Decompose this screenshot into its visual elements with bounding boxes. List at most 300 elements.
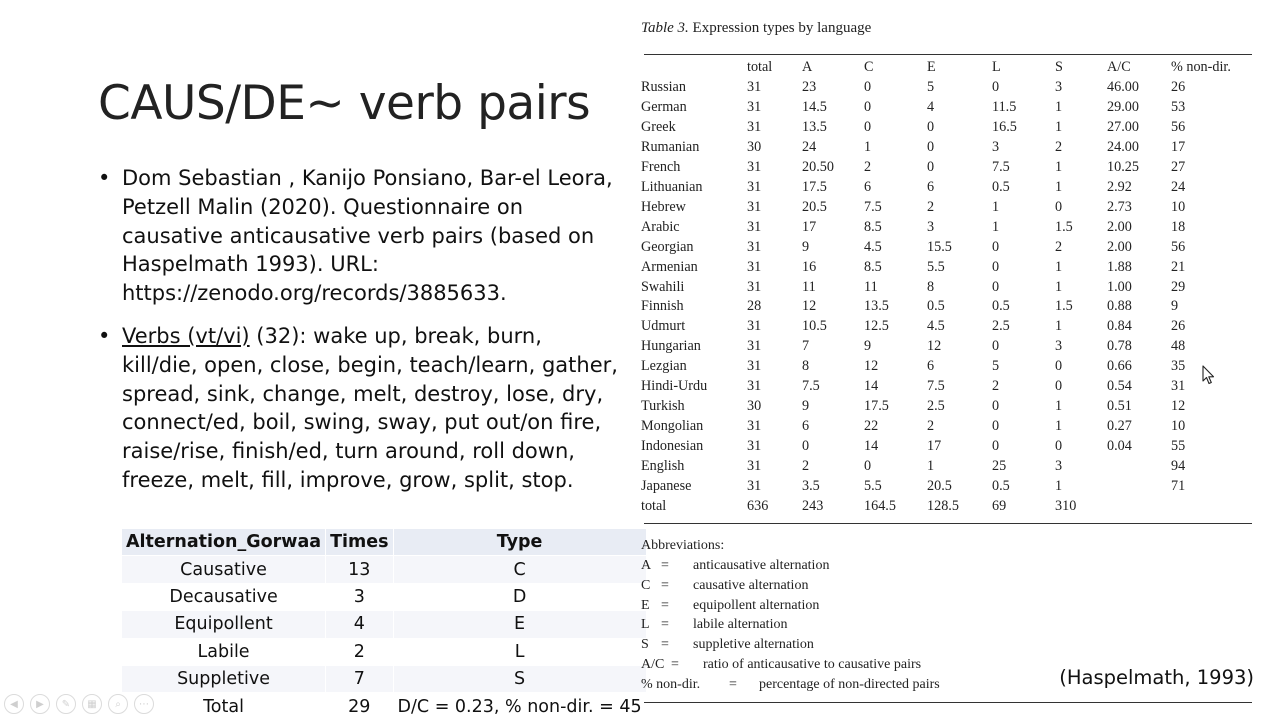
table-cell: 0	[1055, 198, 1063, 215]
table-cell: 2.73	[1107, 198, 1132, 215]
table-cell: 7.5	[992, 158, 1010, 175]
table-cell: 2.92	[1107, 178, 1132, 195]
table-cell: 0	[992, 438, 1000, 455]
table-cell: 31	[747, 79, 762, 95]
language-row	[636, 398, 1256, 418]
column-header: L	[992, 59, 1001, 75]
table-cell: 4.5	[864, 238, 882, 255]
table-cell: 2	[992, 378, 1000, 395]
table-cell: 0	[992, 278, 1000, 295]
language-row	[636, 478, 1256, 498]
table-header-row	[636, 59, 1256, 79]
language-row	[636, 298, 1256, 318]
table-row	[122, 638, 647, 665]
table-cell: 0	[864, 118, 872, 135]
table-cell: 7	[802, 338, 810, 355]
table-cell: 1.88	[1107, 258, 1132, 275]
table-cell: 3	[1055, 458, 1063, 475]
table-cell: 20.50	[802, 158, 834, 175]
table-row	[122, 693, 647, 720]
table-cell: 0	[992, 238, 1000, 255]
abbreviation-meaning: equipollent alternation	[693, 597, 820, 613]
table-cell: 1	[1055, 318, 1063, 335]
table-cell: 31	[747, 438, 762, 455]
table-cell: 0.54	[1107, 378, 1132, 395]
table-cell: 243	[802, 497, 824, 514]
table-cell: 1	[1055, 418, 1063, 435]
table-cell: 22	[864, 418, 879, 435]
table-cell: 11.5	[992, 98, 1017, 115]
table-cell: 5.5	[927, 258, 945, 275]
table-cell: 12	[927, 338, 942, 355]
table-cell: 25	[992, 458, 1007, 475]
table-cell: 0	[927, 118, 935, 135]
table-cell: 3.5	[802, 478, 820, 494]
table-cell: 7	[326, 665, 393, 692]
table-cell: 1.00	[1107, 278, 1132, 295]
language-name: Turkish	[641, 398, 685, 415]
column-header: S	[1055, 59, 1063, 75]
column-header: Type	[393, 529, 646, 556]
table-cell: 3	[992, 138, 1000, 155]
table-cell: 0.78	[1107, 338, 1132, 355]
language-row	[636, 199, 1256, 219]
table-cell: 636	[747, 497, 769, 514]
abbreviation-key: A/C	[641, 657, 665, 672]
previous-slide-icon[interactable]: ◀	[4, 694, 24, 714]
table-cell: 31	[747, 318, 762, 335]
table-cell: 0	[992, 79, 1000, 95]
table-cell: 31	[747, 178, 762, 195]
table-cell: 20.5	[927, 478, 952, 494]
abbreviation-meaning: ratio of anticausative to causative pairs	[703, 657, 922, 672]
table-cell: 15.5	[927, 238, 952, 255]
table-cell: 1	[927, 458, 935, 475]
table-cell: 31	[747, 118, 762, 135]
table-cell: 1	[992, 218, 1000, 235]
language-name: German	[641, 98, 687, 115]
equals-sign: =	[661, 637, 669, 653]
slide-title: CAUS/DE~ verb pairs	[98, 76, 591, 131]
table-cell: 0	[927, 158, 935, 175]
table-cell: 0	[992, 398, 1000, 415]
table-cell: 6	[927, 178, 935, 195]
table-cell: Decausative	[122, 583, 326, 610]
abbreviation-key: E	[641, 597, 650, 613]
table-cell: 16.5	[992, 118, 1017, 135]
table-cell: 0	[992, 258, 1000, 275]
language-name: Lithuanian	[641, 178, 703, 195]
table-cell: 7.5	[802, 378, 820, 395]
table-cell: 11	[802, 278, 816, 295]
language-row	[636, 99, 1256, 119]
abbreviation-key: % non-dir.	[641, 676, 701, 692]
table-cell: 1	[1055, 98, 1063, 115]
bullet-glyph: •	[98, 166, 111, 190]
table-cell: 12	[864, 358, 879, 375]
equals-sign: =	[661, 577, 669, 593]
language-name: Arabic	[641, 218, 680, 235]
language-name: Hindi-Urdu	[641, 378, 708, 395]
table-cell: 10.25	[1107, 158, 1139, 175]
table-cell: 31	[747, 98, 762, 115]
table-cell: 9	[864, 338, 872, 355]
language-name: Russian	[641, 79, 686, 95]
table-cell: 26	[1171, 79, 1186, 95]
table-cell: D/C = 0.23, % non-dir. = 45	[393, 693, 646, 720]
table-cell: L	[393, 638, 646, 665]
table-cell: 8	[802, 358, 810, 375]
table-cell: 4.5	[927, 318, 945, 335]
table-cell: 2.5	[992, 318, 1010, 335]
table-cell: 1	[1055, 158, 1063, 175]
table-cell: 24.00	[1107, 138, 1139, 155]
table-cell: 11	[864, 278, 878, 295]
table-cell: 0	[1055, 378, 1063, 395]
table-cell: 5.5	[864, 478, 882, 494]
table-cell: 0	[992, 338, 1000, 355]
gorwaa-alternation-table	[121, 528, 647, 721]
table-caption	[641, 20, 871, 37]
abbreviation-key: S	[641, 637, 649, 653]
language-name: English	[641, 458, 685, 475]
table-cell: 31	[1171, 378, 1186, 395]
table-cell: 2.5	[927, 398, 945, 415]
table-cell: S	[393, 665, 646, 692]
table-cell: 2	[802, 458, 810, 475]
language-row	[636, 378, 1256, 398]
language-name: French	[641, 158, 681, 175]
abbreviation-meaning: causative alternation	[693, 577, 809, 593]
table-cell: 0	[992, 418, 1000, 435]
table-cell: 7.5	[927, 378, 945, 395]
column-header: total	[747, 59, 773, 75]
language-row	[636, 338, 1256, 358]
table-cell: 1	[1055, 258, 1063, 275]
table-cell: 0.51	[1107, 398, 1132, 415]
table-cell: 16	[802, 258, 817, 275]
table-cell: 1.5	[1055, 218, 1073, 235]
table-cell: 56	[1171, 118, 1186, 135]
equals-sign: =	[661, 597, 669, 613]
abbreviation-key: C	[641, 577, 651, 593]
table-cell: 0	[802, 438, 810, 455]
language-row	[636, 279, 1256, 299]
table-cell: 6	[802, 418, 810, 435]
table-cell: 28	[747, 298, 762, 315]
table-cell: 7.5	[864, 198, 882, 215]
column-header: A/C	[1107, 59, 1131, 75]
next-slide-icon[interactable]: ▶	[30, 694, 50, 714]
table-cell: 30	[747, 398, 762, 415]
table-cell: 31	[747, 278, 762, 295]
table-cell: 2.00	[1107, 238, 1132, 255]
language-row	[636, 418, 1256, 438]
column-header: Times	[326, 529, 393, 556]
table-cell: 14	[864, 378, 879, 395]
table-cell: 3	[927, 218, 935, 235]
presentation-toolbar	[4, 694, 154, 714]
table-cell: 4	[326, 611, 393, 638]
table-cell: 31	[747, 338, 762, 355]
table-cell: 14.5	[802, 98, 827, 115]
table-cell: 27	[1171, 158, 1186, 175]
table-cell: 0.88	[1107, 298, 1132, 315]
caption-label: Table 3.	[641, 20, 689, 36]
table-cell: C	[393, 556, 646, 583]
language-name: total	[641, 497, 667, 514]
table-cell: Causative	[122, 556, 326, 583]
table-cell: 46.00	[1107, 79, 1139, 95]
table-cell: Labile	[122, 638, 326, 665]
gorwaa-header-row	[122, 529, 647, 556]
table-cell: 0	[1055, 358, 1063, 375]
table-cell: 9	[802, 238, 810, 255]
language-name: Georgian	[641, 238, 694, 255]
table-cell: 1	[992, 198, 1000, 215]
table-cell: 12	[1171, 398, 1186, 415]
table-cell: 9	[1171, 298, 1179, 315]
table-row	[122, 583, 647, 610]
table-cell: 0	[864, 458, 872, 475]
table-cell: 1	[1055, 278, 1063, 295]
language-row	[636, 179, 1256, 199]
table-cell: 10	[1171, 418, 1186, 435]
table-row	[122, 556, 647, 583]
table-cell: 20.5	[802, 198, 827, 215]
table-cell: 1	[1055, 398, 1063, 415]
table-cell: 31	[747, 418, 762, 435]
language-row	[636, 438, 1256, 458]
language-row	[636, 79, 1256, 99]
abbreviation-meaning: suppletive alternation	[693, 637, 814, 653]
language-name: Indonesian	[641, 438, 704, 455]
table-cell: 24	[802, 138, 817, 155]
table-cell: 0	[927, 138, 935, 155]
table-cell: 1	[1055, 178, 1063, 195]
table-cell: 2	[927, 198, 935, 215]
column-header: E	[927, 59, 936, 75]
verbs-label: Verbs (vt/vi)	[122, 323, 250, 348]
table-cell: 8.5	[864, 218, 882, 235]
table-cell: 1	[1055, 118, 1063, 135]
table-cell: 12.5	[864, 318, 889, 335]
haspelmath-table-image	[636, 10, 1260, 710]
bullet-glyph: •	[98, 323, 111, 348]
language-row	[636, 139, 1256, 159]
table-cell: 29	[1171, 278, 1186, 295]
totals-row	[636, 498, 1256, 518]
language-row	[636, 358, 1256, 378]
table-cell: 17.5	[864, 398, 889, 415]
table-cell: 8.5	[864, 258, 882, 275]
table-cell: 30	[747, 138, 762, 155]
mouse-cursor-icon	[1202, 365, 1216, 385]
table-cell: 31	[747, 378, 762, 395]
table-cell: 17	[1171, 138, 1186, 155]
table-cell: 164.5	[864, 497, 896, 514]
table-cell: 2	[1055, 238, 1063, 255]
bottom-rule	[644, 523, 1252, 524]
citation-text: Dom Sebastian , Kanijo Ponsiano, Bar-el Leora, Petzell Malin (2020). Questionnaire on causative anticausative verb pairs (based on Haspelmath 1993). URL: https://zenodo.org/records/3885633.	[122, 166, 613, 306]
language-row	[636, 318, 1256, 338]
abbreviation-key: L	[641, 617, 650, 633]
see-all-slides-icon[interactable]: ▦	[82, 694, 102, 714]
table-cell: 31	[747, 458, 762, 475]
table-cell: 18	[1171, 218, 1186, 235]
table-cell: 13.5	[802, 118, 827, 135]
table-cell: 5	[927, 79, 935, 95]
table-cell: 0.5	[927, 298, 945, 315]
table-cell: 0.5	[992, 298, 1010, 315]
table-cell: 3	[326, 583, 393, 610]
language-name: Hebrew	[641, 198, 686, 215]
table-row	[122, 611, 647, 638]
table-cell: 0	[864, 79, 872, 95]
language-name: Finnish	[641, 298, 684, 315]
table-cell: Equipollent	[122, 611, 326, 638]
abbreviations-title: Abbreviations:	[641, 538, 725, 553]
table-cell: 55	[1171, 438, 1186, 455]
equals-sign: =	[729, 676, 737, 692]
pen-tool-icon[interactable]: ✎	[56, 694, 76, 714]
table-cell: Suppletive	[122, 665, 326, 692]
abbreviation-meaning: percentage of non-directed pairs	[759, 676, 940, 692]
table-cell: 53	[1171, 98, 1186, 115]
table-cell: 2	[326, 638, 393, 665]
language-name: Hungarian	[641, 338, 701, 355]
table-cell: 2	[1055, 138, 1063, 155]
table-cell: 31	[747, 238, 762, 255]
table-cell: 0.27	[1107, 418, 1132, 435]
table-cell: 1	[864, 138, 872, 155]
table-cell: 31	[747, 258, 762, 275]
table-cell: 29.00	[1107, 98, 1139, 115]
table-cell: 8	[927, 278, 935, 295]
table-cell: 0	[864, 98, 872, 115]
language-row	[636, 259, 1256, 279]
table-cell: D	[393, 583, 646, 610]
language-name: Mongolian	[641, 418, 704, 435]
caption-text: Expression types by language	[692, 20, 872, 36]
table-cell: 48	[1171, 338, 1186, 355]
table-cell: 10.5	[802, 318, 827, 335]
table-cell: 1	[1055, 478, 1063, 494]
table-cell: 12	[802, 298, 817, 315]
table-cell: 31	[747, 358, 762, 375]
table-cell: 23	[802, 79, 817, 95]
table-cell: 31	[747, 478, 762, 494]
abbreviation-meaning: labile alternation	[693, 617, 788, 633]
footer-rule	[644, 702, 1252, 703]
table-cell: 26	[1171, 318, 1186, 335]
top-rule	[644, 54, 1252, 55]
language-row	[636, 159, 1256, 179]
table-cell: 17	[927, 438, 942, 455]
table-cell: 4	[927, 98, 935, 115]
table-cell: 0	[1055, 438, 1063, 455]
table-cell: 71	[1171, 478, 1186, 494]
table-cell: 128.5	[927, 497, 959, 514]
table-cell: 2	[864, 158, 872, 175]
table-cell: E	[393, 611, 646, 638]
bullet-verbs	[98, 322, 618, 495]
bullet-list	[98, 164, 618, 509]
table-cell: 6	[927, 358, 935, 375]
language-name: Rumanian	[641, 138, 700, 155]
column-header: % non-dir.	[1171, 59, 1231, 75]
equals-sign: =	[671, 657, 679, 672]
table-cell: 1.5	[1055, 298, 1073, 315]
table-cell: 13	[326, 556, 393, 583]
language-row	[636, 119, 1256, 139]
source-citation: (Haspelmath, 1993)	[1059, 666, 1254, 689]
table-cell: 2.00	[1107, 218, 1132, 235]
language-name: Lezgian	[641, 358, 687, 375]
table-cell: 6	[864, 178, 872, 195]
verbs-list: (32): wake up, break, burn, kill/die, open, close, begin, teach/learn, gather, spread, sink, change, melt, destroy, lose, dry, connect/ed, boil, swing, sway, put out/on fire, raise/rise, finish/ed, turn around, roll down, freeze, melt, fill, improve, grow, split, stop.	[122, 323, 618, 492]
zoom-icon[interactable]: ⌕	[108, 694, 128, 714]
table-cell: 5	[992, 358, 1000, 375]
table-cell: 31	[747, 158, 762, 175]
more-options-icon[interactable]: ⋯	[134, 694, 154, 714]
table-cell: 27.00	[1107, 118, 1139, 135]
language-name: Udmurt	[641, 318, 686, 335]
table-cell: 29	[326, 693, 393, 720]
table-cell: 310	[1055, 497, 1077, 514]
table-cell: 2	[927, 418, 935, 435]
table-cell: 13.5	[864, 298, 889, 315]
table-cell: 3	[1055, 79, 1063, 95]
column-header: A	[802, 59, 813, 75]
table-cell: 9	[802, 398, 810, 415]
equals-sign: =	[661, 617, 669, 633]
column-header: C	[864, 59, 874, 75]
table-cell: 17.5	[802, 178, 827, 195]
table-cell: 31	[747, 218, 762, 235]
column-header: Alternation_Gorwaa	[122, 529, 326, 556]
table-cell: 0.66	[1107, 358, 1132, 375]
abbreviation-meaning: anticausative alternation	[693, 558, 830, 573]
table-cell: 3	[1055, 338, 1063, 355]
abbreviation-key: A	[641, 558, 652, 573]
language-row	[636, 239, 1256, 259]
table-cell: 21	[1171, 258, 1186, 275]
table-cell: Total	[122, 693, 326, 720]
table-cell: 17	[802, 218, 817, 235]
language-name: Armenian	[641, 258, 698, 275]
table-cell: 94	[1171, 458, 1186, 475]
table-row	[122, 665, 647, 692]
table-cell: 0.5	[992, 178, 1010, 195]
table-cell: 14	[864, 438, 879, 455]
table-cell: 0.04	[1107, 438, 1132, 455]
table-cell: 0.5	[992, 478, 1010, 494]
table-cell: 10	[1171, 198, 1186, 215]
language-row	[636, 458, 1256, 478]
language-row	[636, 219, 1256, 239]
bullet-citation	[98, 164, 618, 308]
table-cell: 0.84	[1107, 318, 1132, 335]
table-cell: 35	[1171, 358, 1186, 375]
language-name: Japanese	[641, 478, 692, 494]
table-cell: 56	[1171, 238, 1186, 255]
table-cell: 69	[992, 497, 1007, 514]
table-cell: 31	[747, 198, 762, 215]
language-name: Greek	[641, 118, 676, 135]
language-name: Swahili	[641, 278, 685, 295]
table-cell: 24	[1171, 178, 1186, 195]
